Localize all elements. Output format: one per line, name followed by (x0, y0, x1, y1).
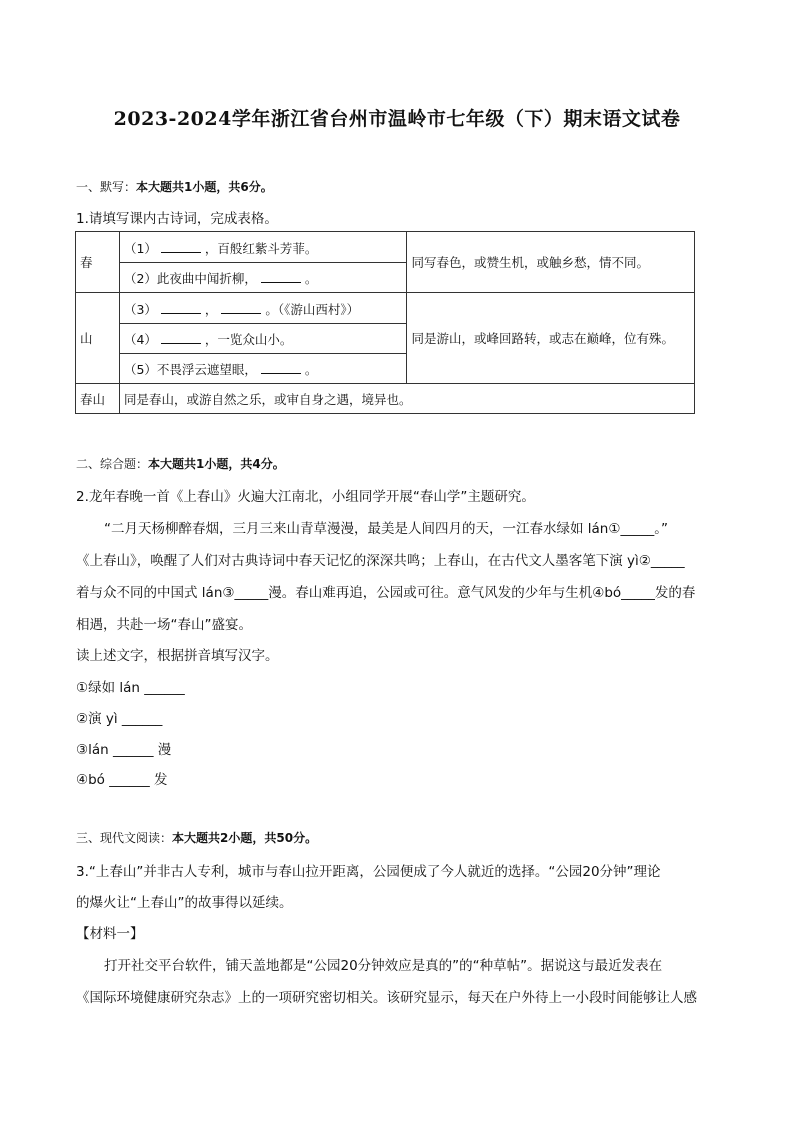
item-text: ，百般红紫斗芳菲。 (204, 240, 318, 256)
item-number: （4） (123, 332, 157, 347)
passage-line: “二月天杨柳醉春烟，三月三来山青草漫漫，最美是人间四月的天，一江春水绿如 lán①_____。” (104, 521, 668, 537)
item-text: （2）此夜曲中闻折柳， (123, 271, 257, 286)
section-detail: 本大题共1小题，共6分。 (136, 180, 273, 194)
row-label-shan: 山 (76, 293, 120, 384)
fill-blank[interactable] (161, 238, 201, 253)
question-2-intro: 2.龙年春晚一首《上春山》火遍大江南北，小组同学开展“春山学”主题研究。 (76, 489, 535, 505)
fill-blank[interactable] (161, 329, 201, 344)
material-text: 打开社交平台软件，铺天盖地都是“公园20分钟效应是真的”的“种草帖”。据说这与最近发表在 (104, 958, 663, 974)
passage-line: 《上春山》，唤醒了人们对古典诗词中春天记忆的深深共鸣；上春山，在古代文人墨客笔下演 yì②_____ (76, 553, 685, 569)
passage-line: 相遇，共赴一场“春山”盛宴。 (76, 617, 252, 633)
section-label: 一、默写： (76, 180, 137, 194)
material-heading: 【材料一】 (76, 926, 144, 942)
answer-line[interactable]: ③lán ______ 漫 (76, 742, 172, 758)
item-text: （5）不畏浮云遮望眼， (123, 362, 257, 377)
fill-blank[interactable] (261, 359, 301, 374)
poem-table (75, 231, 695, 414)
row-label-chunshan: 春山 (76, 384, 120, 414)
section-detail: 本大题共2小题，共50分。 (172, 831, 318, 845)
section-2-heading (76, 455, 285, 472)
item-end: 。 (304, 362, 318, 377)
section-detail: 本大题共1小题，共4分。 (148, 457, 285, 471)
answer-line[interactable]: ④bó ______ 发 (76, 772, 168, 788)
fill-blank[interactable] (161, 299, 201, 314)
item-3 (119, 293, 407, 324)
item-end: 。 (304, 271, 318, 286)
section-3-heading (76, 829, 317, 846)
summary-chun: 同写春色，或赞生机，或触乡愁，情不同。 (407, 232, 695, 293)
question-2-instruction: 读上述文字，根据拼音填写汉字。 (76, 648, 279, 664)
passage-line: 着与众不同的中国式 lán③_____漫。春山难再追，公园或可往。意气风发的少年与生机④bó_____发的春 (76, 585, 696, 601)
item-end: 。（《游山西村》） (265, 301, 360, 317)
answer-line[interactable]: ①绿如 lán ______ (76, 680, 185, 696)
item-1 (119, 232, 407, 263)
fill-blank[interactable] (221, 299, 261, 314)
section-1-heading (76, 178, 273, 195)
item-5 (119, 354, 407, 384)
summary-shan: 同是游山，或峰回路转，或志在巅峰，位有殊。 (407, 293, 695, 384)
item-2 (119, 263, 407, 293)
section-label: 三、现代文阅读： (76, 831, 173, 845)
material-text: 《国际环境健康研究杂志》上的一项研究密切相关。该研究显示，每天在户外待上一小段时间能够让人感 (76, 990, 697, 1006)
item-text: ，一览众山小。 (204, 332, 293, 347)
section-label: 二、综合题： (76, 457, 149, 471)
item-number: （1） (123, 240, 157, 256)
row-label-chun: 春 (76, 232, 120, 293)
item-number: （3） (123, 301, 157, 317)
question-3-text: 的爆火让“上春山”的故事得以延续。 (76, 895, 293, 911)
summary-chunshan: 同是春山，或游自然之乐，或审自身之遇，境异也。 (119, 384, 694, 414)
question-3-text: 3.“上春山”并非古人专利，城市与春山拉开距离，公园便成了今人就近的选择。“公园20分钟”理论 (76, 864, 661, 880)
fill-blank[interactable] (261, 268, 301, 283)
item-4 (119, 324, 407, 354)
item-separator: ， (204, 301, 218, 317)
question-1-prompt: 1.请填写课内古诗词，完成表格。 (76, 211, 278, 227)
page-title: 2023-2024学年浙江省台州市温岭市七年级（下）期末语文试卷 (113, 108, 681, 130)
answer-line[interactable]: ②演 yì ______ (76, 711, 163, 727)
